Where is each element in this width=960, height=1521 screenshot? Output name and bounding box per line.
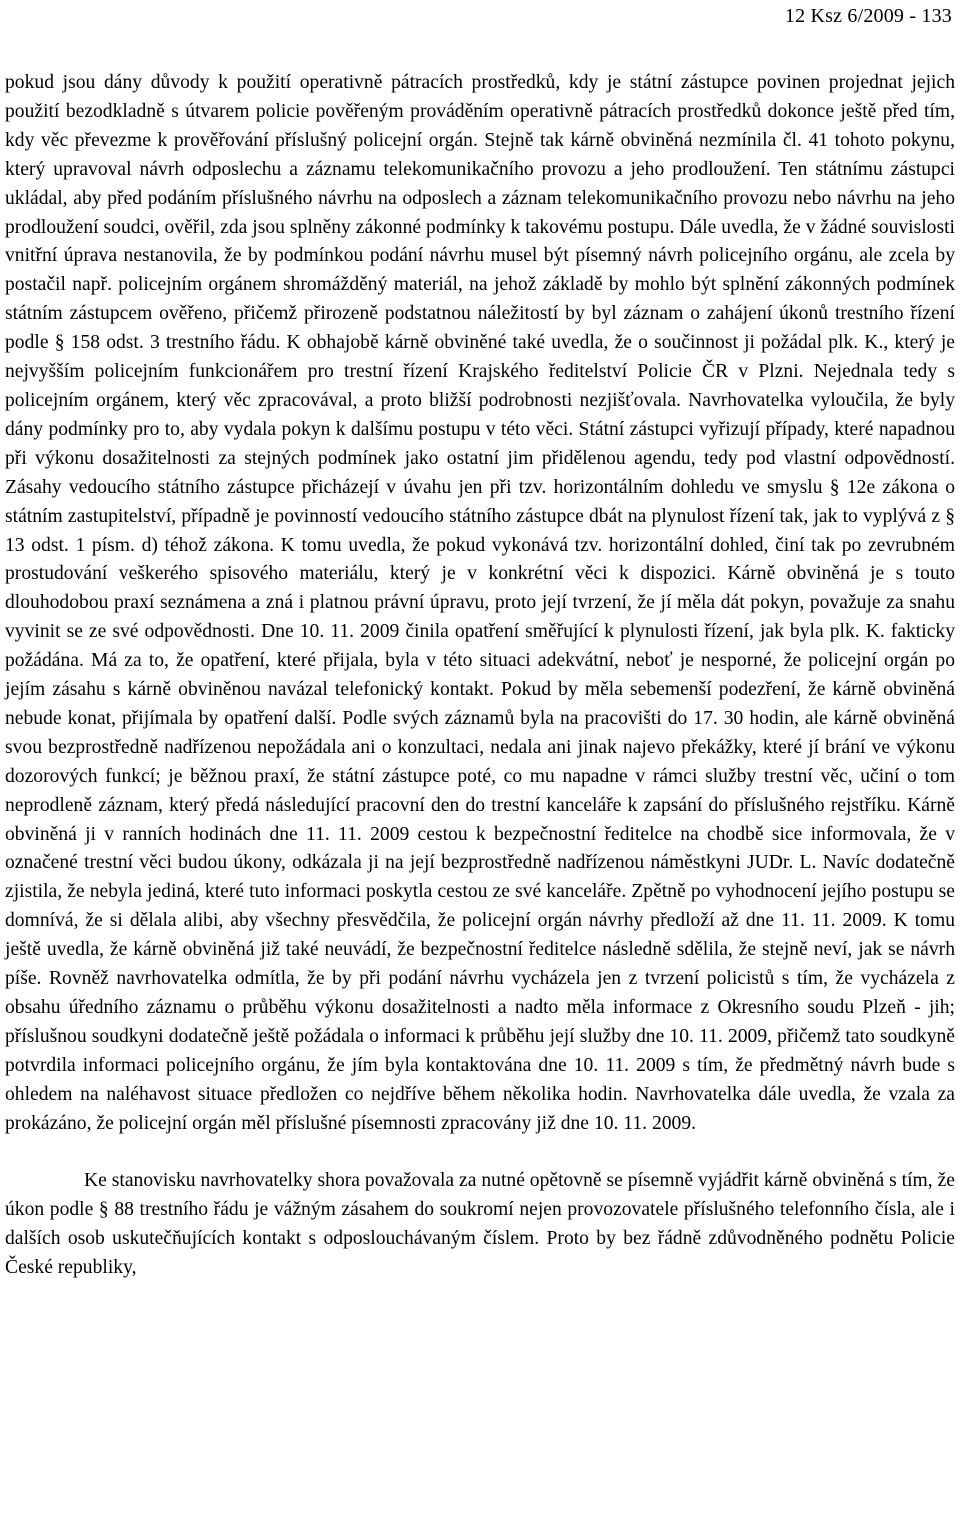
paragraph-2: Ke stanovisku navrhovatelky shora považovala za nutné opětovně se písemně vyjádřit kárně obviněná s tím, že úkon podle § 88 trestního řádu je vážným zásahem do soukromí nejen provozovatele příslušného telefonního čísla, ale i dalších osob uskutečňujících kontakt s odposlouchávaným číslem. Proto by bez řádně zdůvodněného podnětu Policie České republiky, xyxy=(5,1170,955,1279)
document-body xyxy=(5,69,955,1283)
paragraph-1: pokud jsou dány důvody k použití operativně pátracích prostředků, kdy je státní zástupce povinen projednat jejich použití bezodkladně s útvarem policie pověřeným prováděním operativně pátracích prostředků dokonce ještě před tím, kdy věc převezme k prověřování příslušný policejní orgán. Stejně tak kárně obviněná nezmínila čl. 41 tohoto pokynu, který upravoval návrh odposlechu a záznamu telekomunikačního provozu a jeho prodloužení. Ten státnímu zástupci ukládal, aby před podáním příslušného návrhu na odposlech a záznam telekomunikačního provozu nebo návrhu na jeho prodloužení soudci, ověřil, zda jsou splněny zákonné podmínky k takovému postupu. Dále uvedla, že v žádné souvislosti vnitřní úprava nestanovila, že by podmínkou podání návrhu musel být písemný návrh policejního orgánu, ale zcela by postačil např. policejním orgánem shromážděný materiál, na jehož základě by mohlo být splnění zákonných podmínek státním zástupcem ověřeno, přičemž přirozeně podstatnou náležitostí by byl záznam o zahájení úkonů trestního řízení podle § 158 odst. 3 trestního řádu. K obhajobě kárně obviněné také uvedla, že o součinnost ji požádal plk. K., který je nejvyšším policejním funkcionářem pro trestní řízení Krajského ředitelství Policie ČR v Plzni. Nejednala tedy s policejním orgánem, který věc zpracovával, a proto bližší podrobnosti nezjišťovala. Navrhovatelka vyloučila, že byly dány podmínky pro to, aby vydala pokyn k dalšímu postupu v této věci. Státní zástupci vyřizují případy, které napadnou při výkonu dosažitelnosti za stejných podmínek jako ostatní jim přidělenou agendu, tedy pod vlastní odpovědností. Zásahy vedoucího státního zástupce přicházejí v úvahu jen při tzv. horizontálním dohledu ve smyslu § 12e zákona o státním zastupitelství, případně je povinností vedoucího státního zástupce dbát na plynulost řízení tak, jak to vyplývá z § 13 odst. 1 písm. d) téhož zákona. K tomu uvedla, že pokud vykonává tzv. horizontální dohled, činí tak po zevrubném prostudování veškerého spisového materiálu, který je v konkrétní věci k dispozici. Kárně obviněná je s touto dlouhodobou praxí seznámena a zná i platnou právní úpravu, proto její tvrzení, že jí měla dát pokyn, považuje za snahu vyvinit se ze své odpovědnosti. Dne 10. 11. 2009 činila opatření směřující k plynulosti řízení, jak byla plk. K. fakticky požádána. Má za to, že opatření, které přijala, byla v této situaci adekvátní, neboť je nesporné, že policejní orgán po jejím zásahu s kárně obviněnou navázal telefonický kontakt. Pokud by měla sebemenší podezření, že kárně obviněná nebude konat, přijímala by opatření další. Podle svých záznamů byla na pracovišti do 17. 30 hodin, ale kárně obviněná svou bezprostředně nadřízenou nepožádala ani o konzultaci, nedala ani jinak najevo překážky, které jí brání ve výkonu dozorových funkcí; je běžnou praxí, že státní zástupce poté, co mu napadne v rámci služby trestní věc, učiní o tom neprodleně záznam, který předá následující pracovní den do trestní kanceláře k zapsání do příslušného rejstříku. Kárně obviněná ji v ranních hodinách dne 11. 11. 2009 cestou k bezpečnostní ředitelce na chodbě sice informovala, že v označené trestní věci budou úkony, odkázala ji na její bezprostředně nadřízenou náměstkyni JUDr. L. Navíc dodatečně zjistila, že nebyla jediná, které tuto informaci poskytla cestou ze své kanceláře. Zpětně po vyhodnocení jejího postupu se domnívá, že si dělala alibi, aby všechny přesvědčila, že policejní orgán návrhy předloží až dne 11. 11. 2009. K tomu ještě uvedla, že kárně obviněná již také neuvádí, že bezpečnostní ředitelce následně sdělila, že stejně neví, jak se návrh píše. Rovněž navrhovatelka odmítla, že by při podání návrhu vycházela jen z tvrzení policistů s tím, že vycházela z obsahu úředního záznamu o průběhu výkonu dosažitelnosti a nadto měla informace z Okresního soudu Plzeň - jih; příslušnou soudkyni dodatečně ještě požádala o informaci k průběhu její služby dne 10. 11. 2009, přičemž tato soudkyně potvrdila informaci policejního orgánu, že jím byla kontaktována dne 10. 11. 2009 s tím, že předmětný návrh bude s ohledem na naléhavost situace předložen co nejdříve během několika hodin. Navrhovatelka dále uvedla, že vzala za prokázáno, že policejní orgán měl příslušné písemnosti zpracovány již dne 10. 11. 2009. xyxy=(5,72,955,1134)
page-header xyxy=(785,2,952,30)
page-reference: 12 Ksz 6/2009 - 133 xyxy=(784,5,952,27)
